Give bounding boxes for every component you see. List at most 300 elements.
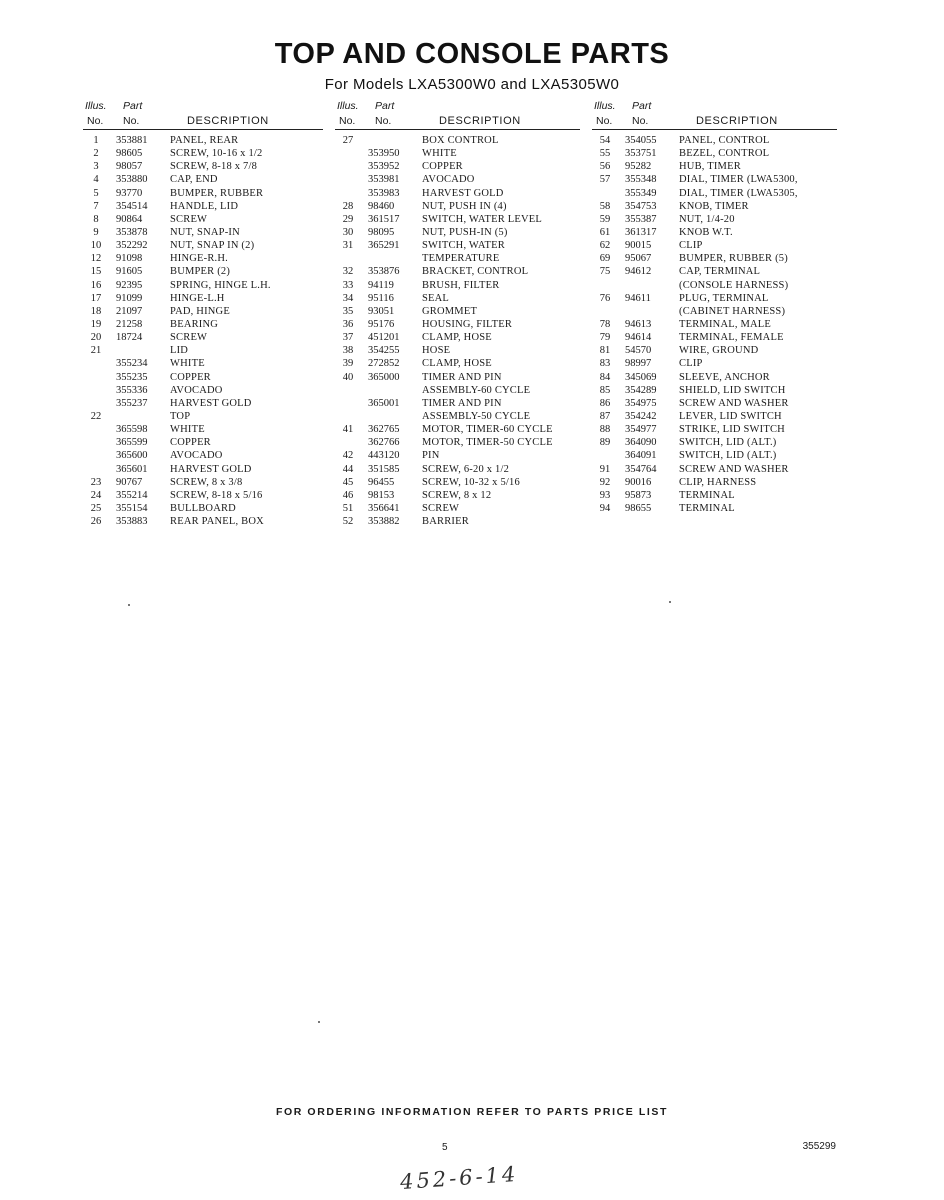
table-row bbox=[592, 476, 837, 489]
table-row bbox=[83, 239, 323, 252]
table-row bbox=[335, 147, 580, 160]
table-row bbox=[83, 449, 323, 462]
illus-number: 85 bbox=[599, 384, 611, 396]
table-row bbox=[592, 292, 837, 305]
part-number: 365001 bbox=[368, 397, 400, 409]
part-number: 98153 bbox=[368, 489, 395, 501]
part-number: 365598 bbox=[116, 424, 148, 436]
part-number: 93051 bbox=[368, 305, 395, 317]
part-number: 361517 bbox=[368, 213, 400, 225]
part-description: CLIP, HARNESS bbox=[679, 476, 757, 488]
part-description: TIMER AND PIN bbox=[422, 397, 502, 409]
part-description: SCREW, 8-18 x 7/8 bbox=[170, 161, 258, 173]
scan-speck bbox=[669, 601, 671, 603]
header-illus: Illus. bbox=[594, 100, 616, 112]
part-description: LEVER, LID SWITCH bbox=[679, 410, 782, 422]
table-row bbox=[83, 344, 323, 357]
illus-number: 19 bbox=[90, 318, 102, 330]
part-description: SCREW bbox=[170, 213, 208, 225]
part-number: 355387 bbox=[625, 213, 657, 225]
part-number: 95176 bbox=[368, 318, 395, 330]
part-number: 95067 bbox=[625, 253, 652, 265]
illus-number: 38 bbox=[342, 345, 354, 357]
illus-number: 30 bbox=[342, 226, 354, 238]
part-description: COPPER bbox=[422, 161, 463, 173]
illus-number: 42 bbox=[342, 450, 354, 462]
parts-rows bbox=[335, 134, 580, 528]
part-number: 355336 bbox=[116, 384, 148, 396]
part-description: KNOB, TIMER bbox=[679, 200, 749, 212]
part-number: 21258 bbox=[116, 318, 143, 330]
illus-number: 1 bbox=[93, 135, 99, 146]
table-row bbox=[335, 134, 580, 147]
table-row bbox=[335, 292, 580, 305]
part-number: 353883 bbox=[116, 516, 148, 528]
part-description: CAP, END bbox=[170, 174, 218, 186]
illus-number: 16 bbox=[90, 279, 102, 291]
part-description: SPRING, HINGE L.H. bbox=[170, 279, 271, 291]
table-row bbox=[592, 436, 837, 449]
part-description: HINGE-R.H. bbox=[170, 253, 228, 265]
part-description: TOP bbox=[170, 410, 191, 422]
part-number: 98460 bbox=[368, 200, 395, 212]
table-row bbox=[83, 252, 323, 265]
part-description: PANEL, REAR bbox=[170, 135, 239, 146]
illus-number: 75 bbox=[599, 266, 611, 278]
table-row bbox=[592, 200, 837, 213]
table-row bbox=[335, 239, 580, 252]
header-description: DESCRIPTION bbox=[187, 115, 269, 127]
part-number: 90767 bbox=[116, 476, 143, 488]
part-number: 354764 bbox=[625, 463, 657, 475]
part-number: 94614 bbox=[625, 332, 652, 344]
part-number: 353880 bbox=[116, 174, 148, 186]
part-description: BEARING bbox=[170, 318, 219, 330]
part-number: 94612 bbox=[625, 266, 652, 278]
part-number: 93770 bbox=[116, 187, 143, 199]
illus-number: 76 bbox=[599, 292, 611, 304]
illus-number: 87 bbox=[599, 410, 611, 422]
part-description: BRUSH, FILTER bbox=[422, 279, 500, 291]
part-number: 354753 bbox=[625, 200, 657, 212]
part-number: 353983 bbox=[368, 187, 400, 199]
illus-number: 88 bbox=[599, 424, 611, 436]
part-number: 354242 bbox=[625, 410, 657, 422]
illus-number: 22 bbox=[90, 410, 102, 422]
part-description: NUT, PUSH-IN (5) bbox=[422, 226, 508, 238]
part-description: SWITCH, LID (ALT.) bbox=[679, 450, 777, 462]
table-row bbox=[592, 226, 837, 239]
table-row bbox=[83, 515, 323, 528]
part-description: AVOCADO bbox=[170, 450, 223, 462]
table-row bbox=[83, 134, 323, 147]
part-number: 91099 bbox=[116, 292, 143, 304]
part-number: 364090 bbox=[625, 437, 657, 449]
illus-number: 8 bbox=[93, 213, 99, 225]
part-description: AVOCADO bbox=[422, 174, 475, 186]
part-description: NUT, SNAP-IN bbox=[170, 226, 240, 238]
part-description: SWITCH, WATER LEVEL bbox=[422, 213, 542, 225]
table-row bbox=[335, 410, 580, 423]
table-row bbox=[83, 384, 323, 397]
part-number: 91098 bbox=[116, 253, 143, 265]
table-row bbox=[335, 252, 580, 265]
table-row bbox=[335, 265, 580, 278]
part-description: SHIELD, LID SWITCH bbox=[679, 384, 786, 396]
part-description: SCREW bbox=[170, 332, 208, 344]
illus-number: 81 bbox=[599, 345, 611, 357]
illus-number: 21 bbox=[90, 345, 102, 357]
table-row bbox=[83, 292, 323, 305]
part-description: TERMINAL bbox=[679, 489, 735, 501]
part-description: SEAL bbox=[422, 292, 450, 304]
table-row bbox=[592, 357, 837, 370]
illus-number: 27 bbox=[342, 135, 354, 146]
part-number: 272852 bbox=[368, 358, 400, 370]
part-description: SCREW bbox=[422, 502, 460, 514]
header-illus-no: No. bbox=[596, 115, 613, 127]
illus-number: 94 bbox=[599, 502, 611, 514]
table-row bbox=[592, 318, 837, 331]
part-number: 364091 bbox=[625, 450, 657, 462]
part-number: 21097 bbox=[116, 305, 143, 317]
part-number: 356641 bbox=[368, 502, 400, 514]
illus-number: 51 bbox=[342, 502, 354, 514]
header-illus-no: No. bbox=[339, 115, 356, 127]
illus-number: 44 bbox=[342, 463, 354, 475]
header-description: DESCRIPTION bbox=[439, 115, 521, 127]
table-row bbox=[83, 318, 323, 331]
table-row bbox=[83, 463, 323, 476]
table-row bbox=[335, 449, 580, 462]
ordering-info-footer: FOR ORDERING INFORMATION REFER TO PARTS PRICE LIST bbox=[275, 1106, 669, 1118]
part-number: 353751 bbox=[625, 148, 657, 160]
part-description: HARVEST GOLD bbox=[170, 463, 252, 475]
part-description: SWITCH, WATER bbox=[422, 240, 505, 252]
part-number: 90864 bbox=[116, 213, 143, 225]
table-row bbox=[83, 173, 323, 186]
table-row bbox=[83, 160, 323, 173]
part-number: 354514 bbox=[116, 200, 148, 212]
part-description: COPPER bbox=[170, 437, 211, 449]
part-number: 353981 bbox=[368, 174, 400, 186]
header-part-no: No. bbox=[632, 115, 649, 127]
part-description: TIMER AND PIN bbox=[422, 371, 502, 383]
part-number: 365601 bbox=[116, 463, 148, 475]
part-description: GROMMET bbox=[422, 305, 478, 317]
part-description: KNOB W.T. bbox=[679, 226, 733, 238]
column-header bbox=[83, 99, 323, 130]
part-number: 345069 bbox=[625, 371, 657, 383]
table-row bbox=[83, 476, 323, 489]
part-description: ASSEMBLY-50 CYCLE bbox=[422, 410, 531, 422]
table-row bbox=[83, 226, 323, 239]
parts-rows bbox=[83, 134, 323, 528]
part-description: SCREW AND WASHER bbox=[679, 397, 789, 409]
illus-number: 55 bbox=[599, 148, 611, 160]
part-number: 90015 bbox=[625, 240, 652, 252]
part-description: MOTOR, TIMER-50 CYCLE bbox=[422, 437, 553, 449]
part-number: 354055 bbox=[625, 135, 657, 146]
illus-number: 93 bbox=[599, 489, 611, 501]
illus-number: 2 bbox=[93, 148, 99, 160]
part-number: 355349 bbox=[625, 187, 657, 199]
illus-number: 91 bbox=[599, 463, 611, 475]
table-row bbox=[592, 252, 837, 265]
part-number: 98057 bbox=[116, 161, 143, 173]
part-number: 362766 bbox=[368, 437, 400, 449]
table-row bbox=[83, 147, 323, 160]
illus-number: 29 bbox=[342, 213, 354, 225]
table-row bbox=[592, 463, 837, 476]
part-number: 355237 bbox=[116, 397, 148, 409]
table-row bbox=[592, 239, 837, 252]
part-description: WHITE bbox=[422, 148, 457, 160]
table-row bbox=[83, 265, 323, 278]
table-row bbox=[335, 331, 580, 344]
table-row bbox=[592, 213, 837, 226]
table-row bbox=[83, 502, 323, 515]
illus-number: 3 bbox=[93, 161, 99, 173]
part-number: 451201 bbox=[368, 332, 400, 344]
part-number: 94119 bbox=[368, 279, 394, 291]
part-number: 355348 bbox=[625, 174, 657, 186]
part-description: WHITE bbox=[170, 424, 205, 436]
part-description: HOSE bbox=[422, 345, 451, 357]
part-description: SCREW, 10-32 x 5/16 bbox=[422, 476, 520, 488]
part-description: MOTOR, TIMER-60 CYCLE bbox=[422, 424, 553, 436]
parts-column-1 bbox=[83, 99, 323, 528]
part-number: 90016 bbox=[625, 476, 652, 488]
part-description: (CABINET HARNESS) bbox=[679, 305, 786, 317]
illus-number: 56 bbox=[599, 161, 611, 173]
table-row bbox=[83, 200, 323, 213]
part-description: BULLBOARD bbox=[170, 502, 236, 514]
part-number: 94613 bbox=[625, 318, 652, 330]
illus-number: 9 bbox=[93, 226, 99, 238]
illus-number: 17 bbox=[90, 292, 102, 304]
part-description: BOX CONTROL bbox=[422, 135, 499, 146]
illus-number: 52 bbox=[342, 516, 354, 528]
illus-number: 92 bbox=[599, 476, 611, 488]
part-number: 95116 bbox=[368, 292, 394, 304]
table-row bbox=[83, 436, 323, 449]
illus-number: 45 bbox=[342, 476, 354, 488]
table-row bbox=[592, 449, 837, 462]
table-row bbox=[592, 410, 837, 423]
table-row bbox=[335, 384, 580, 397]
scan-speck bbox=[318, 1021, 320, 1023]
part-description: BEZEL, CONTROL bbox=[679, 148, 770, 160]
part-number: 353950 bbox=[368, 148, 400, 160]
part-number: 353876 bbox=[368, 266, 400, 278]
table-row bbox=[335, 160, 580, 173]
table-row bbox=[592, 384, 837, 397]
table-row bbox=[335, 318, 580, 331]
table-row bbox=[592, 160, 837, 173]
illus-number: 26 bbox=[90, 516, 102, 528]
part-number: 355154 bbox=[116, 502, 148, 514]
table-row bbox=[592, 147, 837, 160]
column-header bbox=[335, 99, 580, 130]
table-row bbox=[83, 423, 323, 436]
part-description: SLEEVE, ANCHOR bbox=[679, 371, 770, 383]
illus-number: 32 bbox=[342, 266, 354, 278]
table-row bbox=[335, 213, 580, 226]
table-row bbox=[592, 331, 837, 344]
table-row bbox=[592, 371, 837, 384]
illus-number: 34 bbox=[342, 292, 354, 304]
page-number: 5 bbox=[442, 1142, 448, 1153]
illus-number: 31 bbox=[342, 240, 354, 252]
part-description: SCREW, 10-16 x 1/2 bbox=[170, 148, 263, 160]
part-number: 354255 bbox=[368, 345, 400, 357]
part-description: HANDLE, LID bbox=[170, 200, 239, 212]
part-description: NUT, PUSH IN (4) bbox=[422, 200, 507, 212]
table-row bbox=[83, 213, 323, 226]
part-description: HUB, TIMER bbox=[679, 161, 741, 173]
table-row bbox=[83, 279, 323, 292]
part-description: TERMINAL, FEMALE bbox=[679, 332, 784, 344]
part-description: SCREW AND WASHER bbox=[679, 463, 789, 475]
illus-number: 36 bbox=[342, 318, 354, 330]
part-description: PIN bbox=[422, 450, 440, 462]
table-row bbox=[83, 357, 323, 370]
illus-number: 59 bbox=[599, 213, 611, 225]
part-description: CLIP bbox=[679, 240, 703, 252]
part-number: 98655 bbox=[625, 502, 652, 514]
part-number: 352292 bbox=[116, 240, 148, 252]
part-number: 98997 bbox=[625, 358, 652, 370]
part-number: 365600 bbox=[116, 450, 148, 462]
part-description: HARVEST GOLD bbox=[422, 187, 504, 199]
illus-number: 4 bbox=[93, 174, 99, 186]
part-description: SCREW, 6-20 x 1/2 bbox=[422, 463, 510, 475]
part-number: 361317 bbox=[625, 226, 657, 238]
table-row bbox=[83, 305, 323, 318]
table-row bbox=[592, 489, 837, 502]
handwritten-note: 452-6-14 bbox=[399, 1161, 520, 1195]
illus-number: 57 bbox=[599, 174, 611, 186]
illus-number: 39 bbox=[342, 358, 354, 370]
illus-number: 23 bbox=[90, 476, 102, 488]
table-row bbox=[335, 489, 580, 502]
part-number: 355234 bbox=[116, 358, 148, 370]
part-description: PLUG, TERMINAL bbox=[679, 292, 769, 304]
table-row bbox=[592, 279, 837, 292]
table-row bbox=[592, 134, 837, 147]
part-description: BRACKET, CONTROL bbox=[422, 266, 529, 278]
part-description: PAD, HINGE bbox=[170, 305, 230, 317]
part-description: DIAL, TIMER (LWA5305, bbox=[679, 187, 798, 199]
table-row bbox=[335, 476, 580, 489]
illus-number: 54 bbox=[599, 135, 611, 146]
illus-number: 86 bbox=[599, 397, 611, 409]
scan-speck bbox=[128, 604, 130, 606]
illus-number: 28 bbox=[342, 200, 354, 212]
table-row bbox=[83, 187, 323, 200]
part-number: 355214 bbox=[116, 489, 148, 501]
part-description: TERMINAL bbox=[679, 502, 735, 514]
part-description: DIAL, TIMER (LWA5300, bbox=[679, 174, 798, 186]
illus-number: 46 bbox=[342, 489, 354, 501]
table-row bbox=[335, 423, 580, 436]
table-row bbox=[592, 423, 837, 436]
part-description: TEMPERATURE bbox=[422, 253, 500, 265]
part-number: 92395 bbox=[116, 279, 143, 291]
illus-number: 20 bbox=[90, 332, 102, 344]
part-description: STRIKE, LID SWITCH bbox=[679, 424, 785, 436]
table-row bbox=[335, 344, 580, 357]
illus-number: 37 bbox=[342, 332, 354, 344]
table-row bbox=[83, 371, 323, 384]
part-description: CLIP bbox=[679, 358, 703, 370]
table-row bbox=[83, 397, 323, 410]
header-part: Part bbox=[632, 100, 652, 112]
table-row bbox=[592, 305, 837, 318]
part-number: 355235 bbox=[116, 371, 148, 383]
illus-number: 78 bbox=[599, 318, 611, 330]
table-row bbox=[83, 489, 323, 502]
table-row bbox=[335, 200, 580, 213]
illus-number: 41 bbox=[342, 424, 354, 436]
header-part: Part bbox=[375, 100, 395, 112]
illus-number: 61 bbox=[599, 226, 611, 238]
table-row bbox=[592, 265, 837, 278]
part-number: 98095 bbox=[368, 226, 395, 238]
header-illus: Illus. bbox=[337, 100, 359, 112]
parts-column-2 bbox=[335, 99, 580, 528]
illus-number: 62 bbox=[599, 240, 611, 252]
table-row bbox=[335, 279, 580, 292]
parts-rows bbox=[592, 134, 837, 515]
part-description: HARVEST GOLD bbox=[170, 397, 252, 409]
illus-number: 40 bbox=[342, 371, 354, 383]
table-row bbox=[335, 226, 580, 239]
table-row bbox=[592, 173, 837, 186]
table-row bbox=[83, 410, 323, 423]
table-row bbox=[335, 436, 580, 449]
header-part-no: No. bbox=[375, 115, 392, 127]
part-description: BARRIER bbox=[422, 516, 469, 528]
illus-number: 79 bbox=[599, 332, 611, 344]
page-subtitle: For Models LXA5300W0 and LXA5305W0 bbox=[324, 76, 620, 93]
part-description: COPPER bbox=[170, 371, 211, 383]
illus-number: 89 bbox=[599, 437, 611, 449]
part-number: 95282 bbox=[625, 161, 652, 173]
illus-number: 10 bbox=[90, 240, 102, 252]
part-number: 18724 bbox=[116, 332, 143, 344]
table-row bbox=[83, 331, 323, 344]
part-number: 96455 bbox=[368, 476, 395, 488]
part-description: HOUSING, FILTER bbox=[422, 318, 513, 330]
part-description: BUMPER, RUBBER (5) bbox=[679, 253, 788, 265]
part-number: 354289 bbox=[625, 384, 657, 396]
part-description: CLAMP, HOSE bbox=[422, 332, 492, 344]
part-number: 362765 bbox=[368, 424, 400, 436]
illus-number: 24 bbox=[90, 489, 102, 501]
part-number: 54570 bbox=[625, 345, 652, 357]
parts-column-3 bbox=[592, 99, 837, 515]
illus-number: 18 bbox=[90, 305, 102, 317]
header-description: DESCRIPTION bbox=[696, 115, 778, 127]
table-row bbox=[335, 305, 580, 318]
table-row bbox=[335, 502, 580, 515]
header-part-no: No. bbox=[123, 115, 140, 127]
part-description: ASSEMBLY-60 CYCLE bbox=[422, 384, 531, 396]
part-description: WIRE, GROUND bbox=[679, 345, 759, 357]
illus-number: 7 bbox=[93, 200, 99, 212]
